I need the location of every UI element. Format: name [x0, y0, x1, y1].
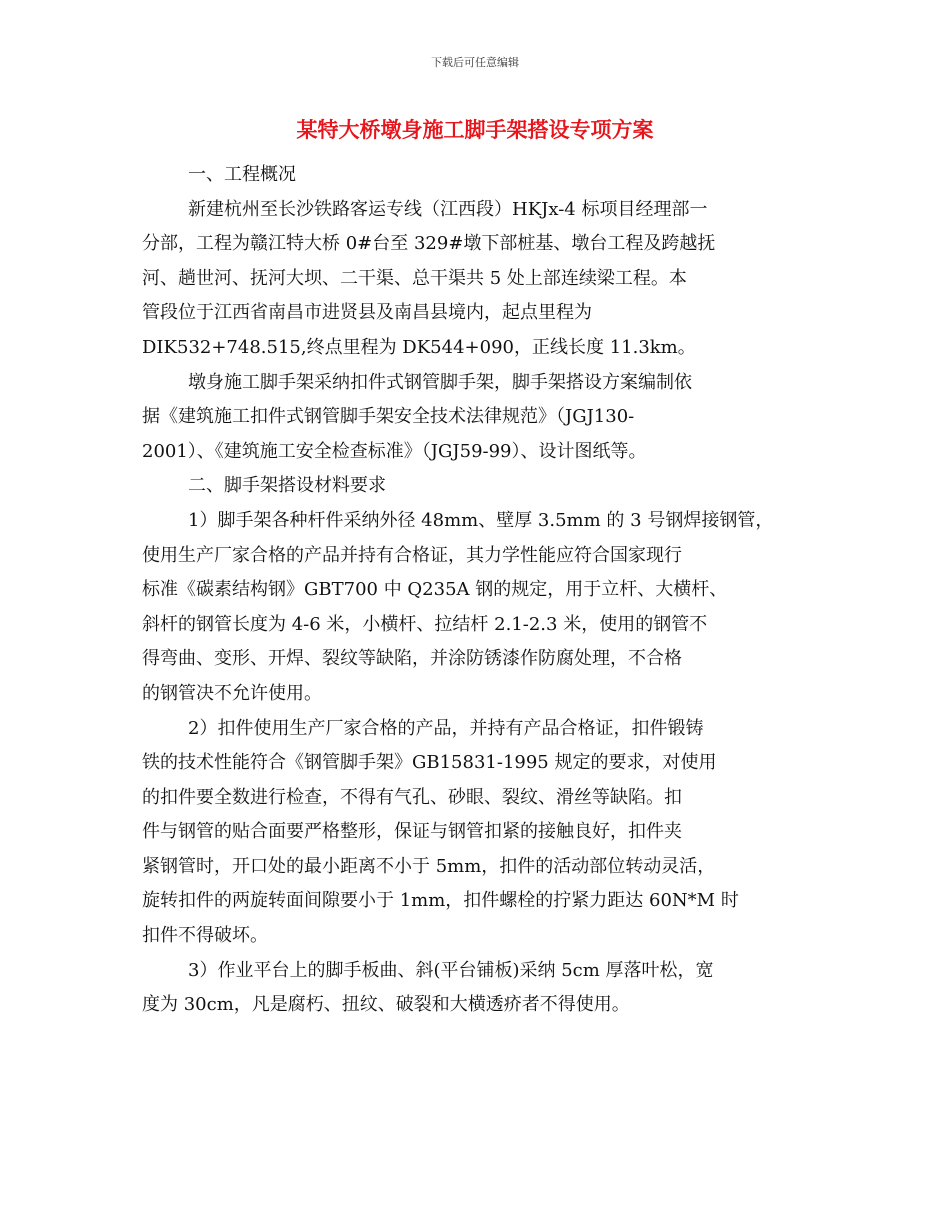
body-line: 旋转扣件的两旋转面间隙要小于 1mm，扣件螺栓的拧紧力距达 60N*M 时	[142, 890, 739, 912]
body-line: 扣件不得破坏。	[142, 925, 268, 947]
body-line: DIK532+748.515,终点里程为 DK544+090，正线长度 11.3km。	[142, 336, 696, 358]
body-line: 墩身施工脚手架采纳扣件式钢管脚手架，脚手架搭设方案编制依	[188, 371, 692, 393]
body-line: 使用生产厂家合格的产品并持有合格证，其力学性能应符合国家现行	[142, 544, 682, 566]
body-line: 的扣件要全数进行检查，不得有气孔、砂眼、裂纹、滑丝等缺陷。扣	[142, 786, 682, 808]
body-line: 标准《碳素结构钢》GBT700 中 Q235A 钢的规定，用于立杆、大横杆、	[142, 579, 728, 601]
body-line: 的钢管决不允许使用。	[142, 682, 322, 704]
body-line: 河、趟世河、抚河大坝、二干渠、总干渠共 5 处上部连续梁工程。本	[142, 267, 687, 289]
body-line: 1）脚手架各种杆件采纳外径 48mm、壁厚 3.5mm 的 3 号钢焊接钢管，	[188, 509, 774, 531]
document-body	[142, 158, 822, 1023]
body-line: 据《建筑施工扣件式钢管脚手架安全技术法律规范》（JGJ130-	[142, 406, 635, 428]
body-line: 管段位于江西省南昌市进贤县及南昌县境内，起点里程为	[142, 302, 592, 324]
body-line: 2）扣件使用生产厂家合格的产品，并持有产品合格证，扣件锻铸	[188, 717, 704, 739]
body-line: 新建杭州至长沙铁路客运专线（江西段）HKJx-4 标项目经理部一	[188, 198, 708, 220]
body-line: 得弯曲、变形、开焊、裂纹等缺陷，并涂防锈漆作防腐处理，不合格	[142, 648, 682, 670]
body-line: 二、脚手架搭设材料要求	[188, 475, 386, 497]
body-line: 紧钢管时，开口处的最小距离不小于 5mm，扣件的活动部位转动灵活，	[142, 855, 716, 877]
body-line: 2001）、《建筑施工安全检查标准》（JGJ59-99）、设计图纸等。	[142, 440, 647, 462]
body-line: 一、工程概况	[188, 164, 296, 185]
body-line: 3）作业平台上的脚手板曲、斜(平台铺板)采纳 5cm 厚落叶松，宽	[188, 959, 714, 981]
body-line: 斜杆的钢管长度为 4-6 米，小横杆、拉结杆 2.1-2.3 米，使用的钢管不	[142, 613, 708, 635]
body-line: 件与钢管的贴合面要严格整形，保证与钢管扣紧的接触良好，扣件夹	[142, 821, 682, 843]
body-line: 铁的技术性能符合《钢管脚手架》GB15831-1995 规定的要求，对使用	[142, 752, 717, 774]
document-title: 某特大桥墩身施工脚手架搭设专项方案	[296, 117, 654, 142]
body-line: 度为 30cm，凡是腐朽、扭纹、破裂和大横透疥者不得使用。	[142, 994, 630, 1016]
body-line: 分部，工程为赣江特大桥 0#台至 329#墩下部桩基、墩台工程及跨越抚	[142, 233, 716, 255]
header-note: 下载后可任意编辑	[431, 56, 519, 69]
